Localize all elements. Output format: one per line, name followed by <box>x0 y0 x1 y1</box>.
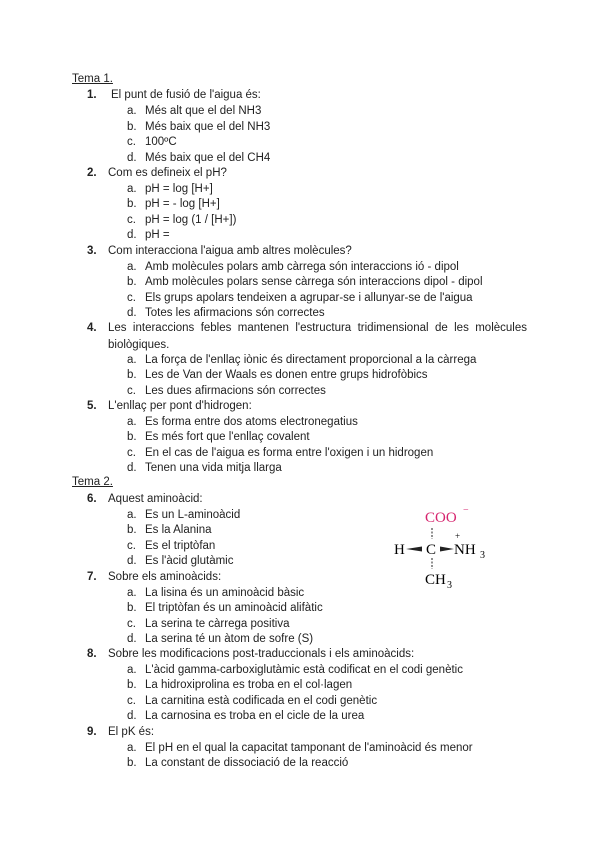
option-2b: b. pH = - log [H+] <box>127 198 220 210</box>
question-4 <box>87 320 527 354</box>
option-8b: b. La hidroxiprolina es troba en el col·lagen <box>127 679 353 691</box>
option-3c: c. Els grups apolars tendeixen a agrupar-se i allunyar-se de l'aigua <box>127 292 473 304</box>
option-1a: a. Més alt que el del NH3 <box>127 105 262 117</box>
option-7d: d. La serina té un àtom de sofre (S) <box>127 633 314 645</box>
wedge-bond-left <box>406 547 422 552</box>
option-8c: c. La carnitina està codificada en el codi genètic <box>127 695 378 707</box>
alpha-carbon: C <box>426 542 437 558</box>
question-9 <box>87 724 527 741</box>
option-4a: a. La força de l'enllaç iònic és directament proporcional a la càrrega <box>127 354 477 366</box>
question-7 <box>87 569 527 586</box>
question-8 <box>87 646 527 663</box>
option-7c: c. La serina te càrrega positiva <box>127 618 290 630</box>
question-number: 9. <box>87 726 97 738</box>
option-6d: d. Es l'àcid glutàmic <box>127 555 234 567</box>
carboxylate-group: COO <box>425 510 457 526</box>
option-1b: b. Més baix que el del NH3 <box>127 121 271 133</box>
question-text: El punt de fusió de l'aigua és: <box>111 89 261 101</box>
question-5 <box>87 398 527 415</box>
option-6a: a. Es un L-aminoàcid <box>127 509 241 521</box>
question-number: 8. <box>87 648 97 660</box>
option-5d: d. Tenen una vida mitja llarga <box>127 462 282 474</box>
option-7a: a. La lisina és un aminoàcid bàsic <box>127 587 305 599</box>
option-2c: c. pH = log (1 / [H+]) <box>127 214 237 226</box>
option-5b: b. Es més fort que l'enllaç covalent <box>127 431 310 443</box>
methyl-subscript: 3 <box>447 580 452 591</box>
question-1 <box>87 87 527 104</box>
option-9a: a. El pH en el qual la capacitat tamponant de l'aminoàcid és menor <box>127 742 473 754</box>
option-6b: b. Es la Alanina <box>127 524 212 536</box>
option-3a: a. Amb molècules polars amb càrrega són interaccions ió - dipol <box>127 261 459 273</box>
option-4b: b. Les de Van der Waals es donen entre grups hidrofòbics <box>127 369 428 381</box>
option-3d: d. Totes les afirmacions són correctes <box>127 307 325 319</box>
question-number: 6. <box>87 493 97 505</box>
carboxylate-charge: − <box>463 505 469 516</box>
option-2d: d. pH = <box>127 229 170 241</box>
option-5a: a. Es forma entre dos atoms electronegatius <box>127 416 358 428</box>
section-title-tema-1: Tema 1. <box>72 73 113 85</box>
question-number: 3. <box>87 245 97 257</box>
option-5c: c. En el cas de l'aigua es forma entre l'oxigen i un hidrogen <box>127 447 434 459</box>
option-8d: d. La carnosina es troba en el cicle de la urea <box>127 710 365 722</box>
amino-charge: + <box>455 531 461 541</box>
question-number: 1. <box>87 89 97 101</box>
question-number: 5. <box>87 400 97 412</box>
option-9b: b. La constant de dissociació de la reacció <box>127 757 349 769</box>
amino-group: NH <box>454 542 476 558</box>
option-3b: b. Amb molècules polars sense càrrega són interaccions dipol - dipol <box>127 276 483 288</box>
hydrogen-atom: H <box>394 542 405 558</box>
question-number: 7. <box>87 571 97 583</box>
option-6c: c. Es el triptòfan <box>127 540 216 552</box>
question-text: L'enllaç per pont d'hidrogen: <box>108 400 252 412</box>
question-text: Sobre les modificacions post-traduccionals i els aminoàcids: <box>108 648 415 660</box>
question-number: 2. <box>87 167 97 179</box>
option-1c: c. 100ºC <box>127 136 177 148</box>
question-text: Com interacciona l'aigua amb altres molècules? <box>108 245 352 257</box>
section-title-tema-2: Tema 2. <box>72 476 113 488</box>
option-2a: a. pH = log [H+] <box>127 183 213 195</box>
option-4c: c. Les dues afirmacions són correctes <box>127 385 326 397</box>
question-2 <box>87 165 527 182</box>
methyl-group: CH <box>425 572 446 588</box>
question-text: Aquest aminoàcid: <box>108 493 203 505</box>
option-1d: d. Més baix que el del CH4 <box>127 152 271 164</box>
wedge-bond-right <box>440 547 454 552</box>
option-8a: a. L'àcid gamma-carboxiglutàmic està codificat en el codi genètic <box>127 664 463 676</box>
question-text: Com es defineix el pH? <box>108 167 227 179</box>
question-text: El pK és: <box>108 726 155 738</box>
question-number: 4. <box>87 322 97 334</box>
question-3 <box>87 243 527 260</box>
option-7b: b. El triptòfan és un aminoàcid alifàtic <box>127 602 323 614</box>
amino-subscript: 3 <box>480 550 485 561</box>
question-text: Sobre els aminoàcids: <box>108 571 222 583</box>
question-text: Les interaccions febles mantenen l'estructura tridimensional de les molècules biològiques. <box>108 322 527 351</box>
